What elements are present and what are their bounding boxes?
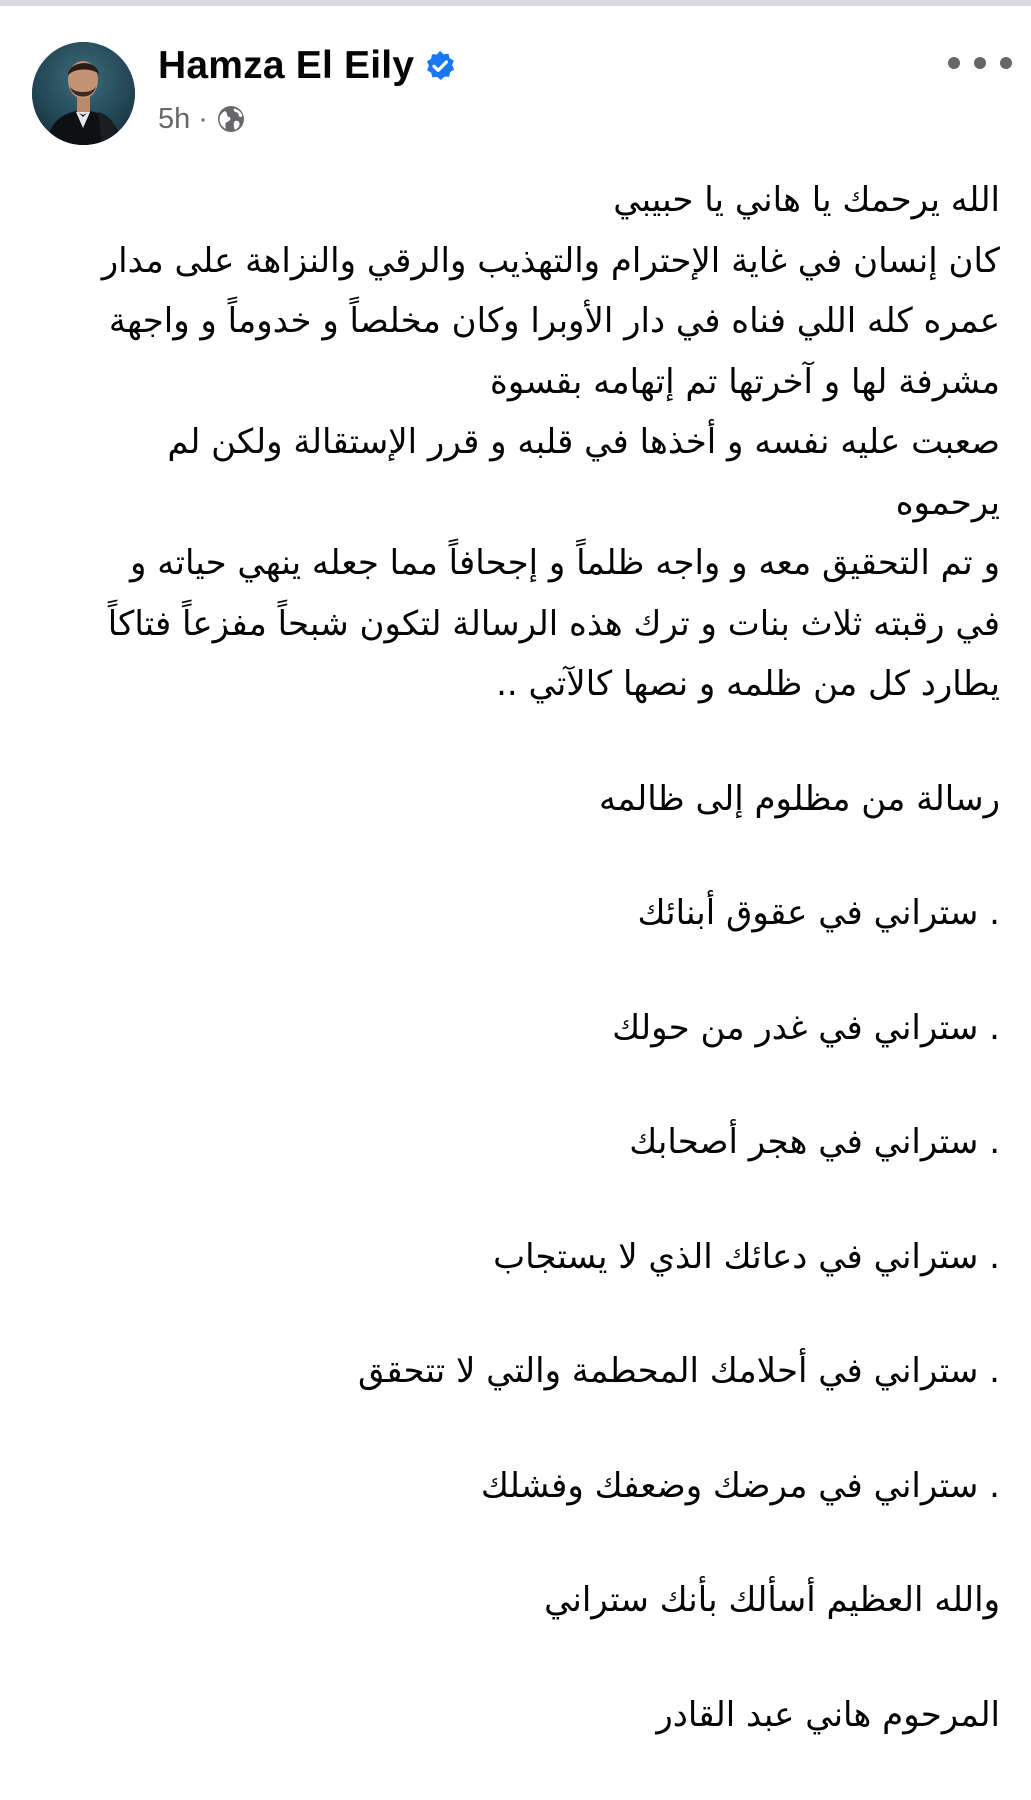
post-line: الله يرحمك يا هاني يا حبيبي <box>613 180 1000 220</box>
verse-line: . ستراني في عقوق أبنائك <box>637 893 1000 933</box>
top-divider <box>0 0 1031 6</box>
paragraph-gap <box>48 1631 1000 1685</box>
verse-line: . ستراني في مرضك وضعفك وفشلك <box>480 1465 1000 1506</box>
post-line: كان إنسان في غاية الإحترام والتهذيب والرقي والنزاهة على مدار <box>101 240 1000 281</box>
post-line: يطارد كل من ظلمه و نصها كالآتي .. <box>496 664 1000 704</box>
post-line: و تم التحقيق معه و واجه ظلماً و إجحافاً مما جعله ينهي حياته و <box>130 543 1000 583</box>
post-line: في رقبته ثلاث بنات و ترك هذه الرسالة لتكون شبحاً مفزعاً فتاكاً <box>107 603 1000 644</box>
more-dot <box>948 57 960 69</box>
post-line: مشرفة لها و آخرتها تم إتهامه بقسوة <box>490 361 1000 402</box>
paragraph-gap <box>48 829 1000 883</box>
paragraph-gap <box>48 715 1000 769</box>
more-dot <box>1000 57 1012 69</box>
post-timestamp[interactable]: 5h <box>158 102 191 135</box>
post-line: عمره كله اللي فناه في دار الأوبرا وكان مخلصاً و خدوماً و واجهة <box>108 301 1000 341</box>
verse-line: . ستراني في غدر من حولك <box>612 1007 1000 1048</box>
post-body <box>48 170 1000 1745</box>
letter-title: رسالة من مظلوم إلى ظالمه <box>599 778 1000 819</box>
verse-line: . ستراني في دعائك الذي لا يستجاب <box>493 1236 1000 1277</box>
author-name[interactable]: Hamza El Eily <box>158 44 415 87</box>
post-line: صعبت عليه نفسه و أخذها في قلبه و قرر الإستقالة ولكن لم <box>167 422 1000 462</box>
paragraph-gap <box>48 1516 1000 1570</box>
verse-line: . ستراني في هجر أصحابك <box>629 1122 1000 1162</box>
meta-separator: · <box>198 102 208 135</box>
paragraph-gap <box>48 1402 1000 1456</box>
author-row <box>158 42 456 90</box>
oath-line: والله العظيم أسألك بأنك ستراني <box>544 1580 1000 1620</box>
more-options-icon[interactable] <box>948 48 1012 78</box>
paragraph-gap <box>48 1173 1000 1227</box>
signature-line: المرحوم هاني عبد القادر <box>656 1694 1000 1735</box>
verse-line: . ستراني في أحلامك المحطمة والتي لا تتحقق <box>357 1351 1000 1391</box>
paragraph-gap <box>48 1287 1000 1341</box>
paragraph-gap <box>48 1058 1000 1112</box>
author-avatar[interactable] <box>32 42 135 145</box>
post-meta <box>158 100 246 138</box>
paragraph-gap <box>48 944 1000 998</box>
post-line: يرحموه <box>895 482 1000 523</box>
verified-badge-icon <box>424 50 456 82</box>
globe-icon[interactable] <box>216 104 246 134</box>
more-dot <box>974 57 986 69</box>
